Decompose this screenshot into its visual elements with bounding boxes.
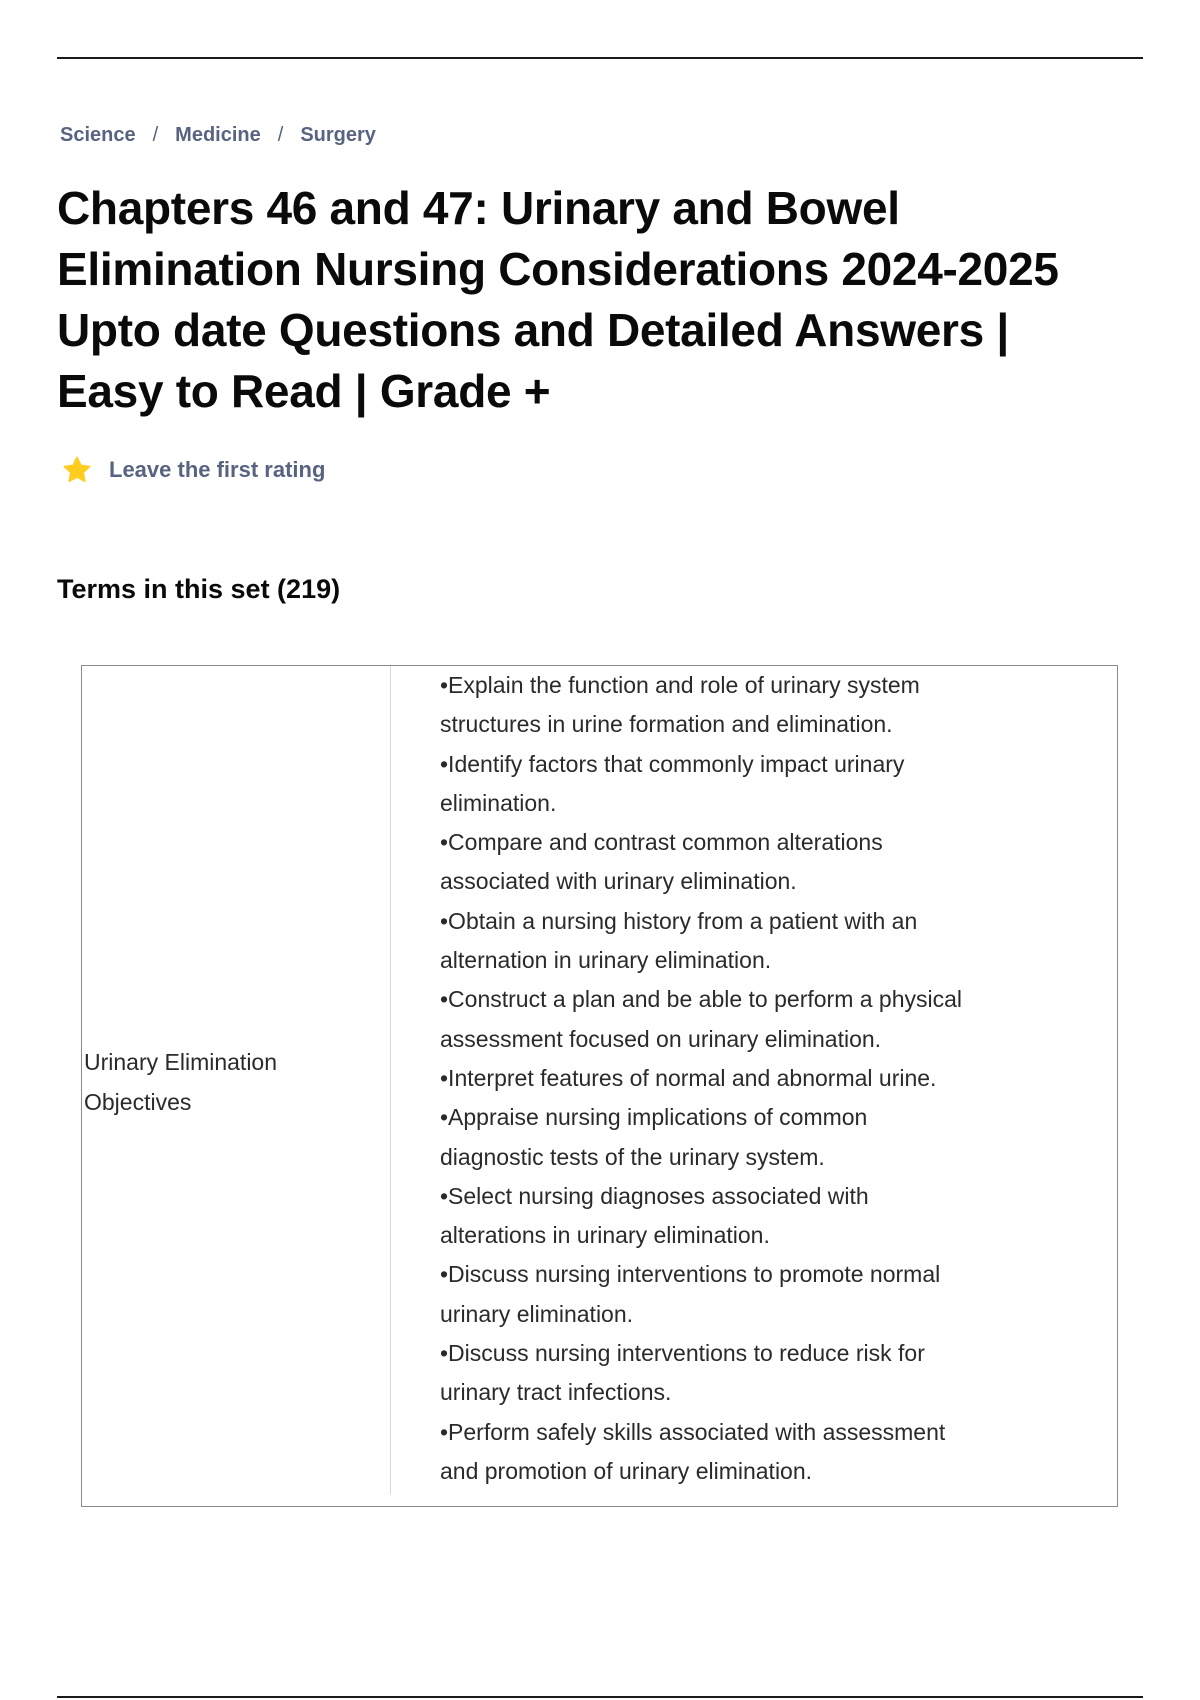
page-title-line: Upto date Questions and Detailed Answers | — [57, 304, 1009, 356]
breadcrumb-link-science[interactable]: Science — [60, 124, 136, 146]
top-divider — [57, 57, 1143, 59]
definition-line: urinary tract infections. — [440, 1379, 672, 1406]
definition-line: •Interpret features of normal and abnormal urine. — [440, 1064, 937, 1091]
definition-line: •Select nursing diagnoses associated with — [440, 1182, 869, 1209]
page-title-line: Chapters 46 and 47: Urinary and Bowel — [57, 182, 900, 234]
definition-line: •Discuss nursing interventions to promote normal — [440, 1261, 941, 1288]
definition-line: •Appraise nursing implications of common — [440, 1104, 868, 1131]
definition-line: •Discuss nursing interventions to reduce risk for — [440, 1340, 925, 1367]
page-title — [57, 178, 1157, 422]
term-line: Urinary Elimination — [84, 1049, 278, 1075]
column-divider — [390, 666, 391, 1494]
term-line: Objectives — [84, 1089, 192, 1115]
breadcrumb-separator: / — [152, 124, 159, 146]
definition-line: alterations in urinary elimination. — [440, 1222, 770, 1249]
definition-line: structures in urine formation and elimination. — [440, 711, 893, 738]
definition-line: alternation in urinary elimination. — [440, 947, 772, 974]
definition-line: urinary elimination. — [440, 1300, 634, 1327]
breadcrumb-link-surgery[interactable]: Surgery — [300, 124, 376, 146]
definition-line: •Perform safely skills associated with assessment — [440, 1418, 946, 1445]
rating-button[interactable] — [62, 455, 325, 485]
term-text — [84, 1042, 374, 1122]
page-title-line: Elimination Nursing Considerations 2024-2025 — [57, 243, 1059, 295]
breadcrumb-link-medicine[interactable]: Medicine — [175, 124, 261, 146]
terms-heading: Terms in this set (219) — [57, 574, 341, 604]
definition-line: •Explain the function and role of urinary system — [440, 672, 920, 698]
definition-line: •Identify factors that commonly impact urinary — [440, 750, 905, 777]
definition-text — [440, 666, 1040, 1491]
rating-label: Leave the first rating — [109, 457, 326, 482]
page-title-line: Easy to Read | Grade + — [57, 365, 551, 417]
breadcrumb-separator: / — [277, 124, 284, 146]
definition-line: associated with urinary elimination. — [440, 868, 797, 895]
definition-line: diagnostic tests of the urinary system. — [440, 1143, 825, 1170]
bottom-divider — [57, 1696, 1143, 1698]
definition-line: •Compare and contrast common alterations — [440, 829, 883, 856]
definition-line: elimination. — [440, 789, 557, 816]
breadcrumb — [60, 124, 376, 147]
definition-line: •Construct a plan and be able to perform a physical — [440, 986, 963, 1013]
term-card — [81, 665, 1118, 1507]
definition-line: assessment focused on urinary elimination. — [440, 1025, 882, 1052]
definition-line: and promotion of urinary elimination. — [440, 1457, 813, 1484]
definition-line: •Obtain a nursing history from a patient with an — [440, 907, 918, 934]
star-icon — [62, 455, 92, 485]
